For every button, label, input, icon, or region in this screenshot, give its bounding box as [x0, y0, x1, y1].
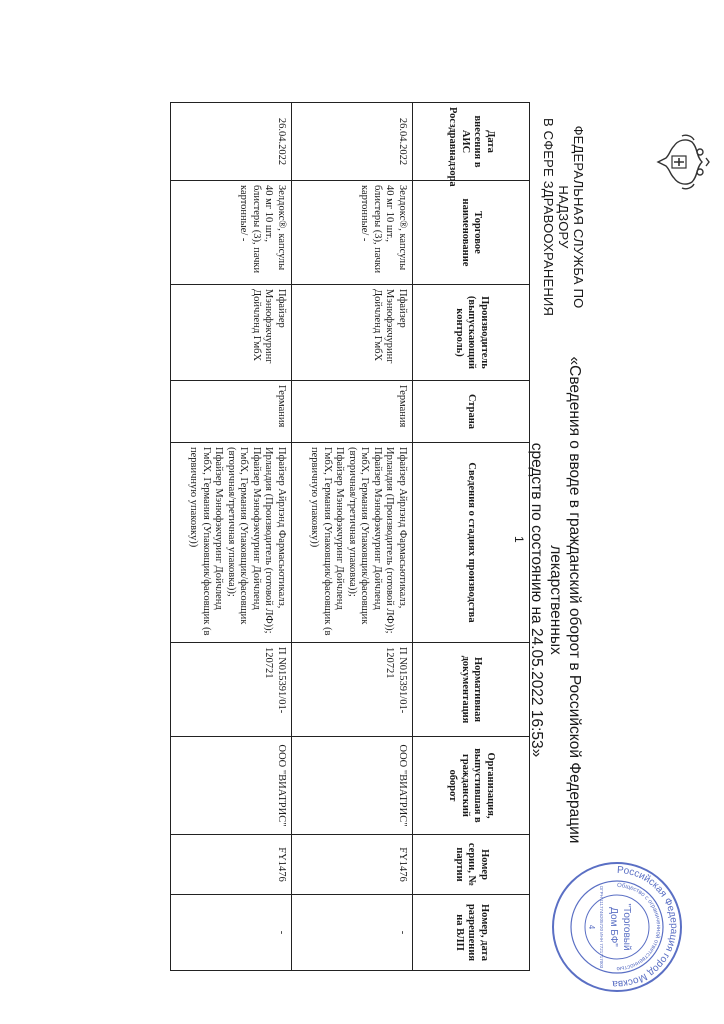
- company-stamp: [550, 860, 684, 994]
- col-country: Страна: [413, 381, 530, 443]
- table-row: [292, 103, 413, 971]
- cell-country: Германия: [171, 381, 292, 443]
- cell-manufacturer: Пфайзер Мэнюфэкчуринг Дойчленд ГмбХ: [292, 285, 413, 381]
- title-line-2: средств по состоянию на 24.05.2022 16:53»: [528, 442, 545, 758]
- stamp-ogrn: ОГРН 1117746205720 ИНН 7721717003: [599, 885, 604, 969]
- cell-trade-name: Зелдокс®, капсулы 40 мг 10 шт., блистеры (3), пачки картонные/ -: [171, 181, 292, 285]
- col-normative: Нормативная документация: [413, 643, 530, 737]
- cell-date: 26.04.2022: [292, 103, 413, 181]
- cell-date: 26.04.2022: [171, 103, 292, 181]
- cell-normative: П N015391/01-120721: [171, 643, 292, 737]
- col-permit: Номер, дата разрешения на ВЛП: [413, 895, 530, 971]
- col-stages: Сведения о стадиях производства: [413, 443, 530, 643]
- cell-normative: П N015391/01-120721: [292, 643, 413, 737]
- cell-stages: Пфайзер Айрлэнд Фармасьютикалз, Ирландия (Производитель (готовой ЛФ)); Пфайзер Мэнюфэкчуринг Дойчленд ГмбХ, Германия (Упаковщик/фасовщик (вторичная/третичная упаковка)); Пфайзер Мэнюфэкчуринг Дойчленд ГмбХ, Германия (Упаковщик/фасовщик (в первичную упаковку)): [292, 443, 413, 643]
- document-title: [527, 340, 584, 860]
- stamp-ring-text: Российская Федерация город Москва: [612, 864, 680, 990]
- cell-permit: -: [171, 895, 292, 971]
- col-date: Дата внесения в АИС Росздравнадзора: [413, 103, 530, 181]
- col-trade-name: Торговое наименование: [413, 181, 530, 285]
- stamp-name-line-1: "Торговый: [621, 903, 632, 951]
- registry-table: [170, 102, 530, 971]
- cell-organization: ООО "ВИАТРИС": [171, 737, 292, 835]
- title-line-1: «Сведения о вводе в гражданский оборот в Российской Федерации лекарственных: [547, 356, 583, 844]
- cell-permit: -: [292, 895, 413, 971]
- cell-batch: FY1476: [292, 835, 413, 895]
- cell-trade-name: Зелдокс®, капсулы 40 мг 10 шт., блистеры (3), пачки картонные/ -: [292, 181, 413, 285]
- stamp-inner-text: Общество с ограниченной ответственностью: [616, 882, 662, 972]
- double-eagle-emblem-icon: [650, 130, 710, 194]
- cell-organization: ООО "ВИАТРИС": [292, 737, 413, 835]
- agency-line-1: ФЕДЕРАЛЬНАЯ СЛУЖБА ПО НАДЗОРУ: [556, 125, 586, 309]
- col-manufacturer: Производитель (выпускающий контроль): [413, 285, 530, 381]
- stamp-name-line-2: Дом БФ": [608, 907, 619, 947]
- stamp-number: 4: [587, 924, 596, 930]
- agency-name: [541, 112, 586, 322]
- col-organization: Организация, выпустившая в гражданский оборот: [413, 737, 530, 835]
- table-row: [171, 103, 292, 971]
- cell-batch: FY1476: [171, 835, 292, 895]
- col-batch: Номер серии, № партии: [413, 835, 530, 895]
- cell-stages: Пфайзер Айрлэнд Фармасьютикалз, Ирландия (Производитель (готовой ЛФ)); Пфайзер Мэнюфэкчуринг Дойчленд ГмбХ, Германия (Упаковщик/фасовщик (вторичная/третичная упаковка)); Пфайзер Мэнюфэкчуринг Дойчленд ГмбХ, Германия (Упаковщик/фасовщик (в первичную упаковку)): [171, 443, 292, 643]
- page-number: 1: [512, 536, 526, 543]
- cell-manufacturer: Пфайзер Мэнюфэкчуринг Дойчленд ГмбХ: [171, 285, 292, 381]
- cell-country: Германия: [292, 381, 413, 443]
- agency-line-2: В СФЕРЕ ЗДРАВООХРАНЕНИЯ: [541, 117, 556, 317]
- page-number-wrapper: [510, 536, 528, 543]
